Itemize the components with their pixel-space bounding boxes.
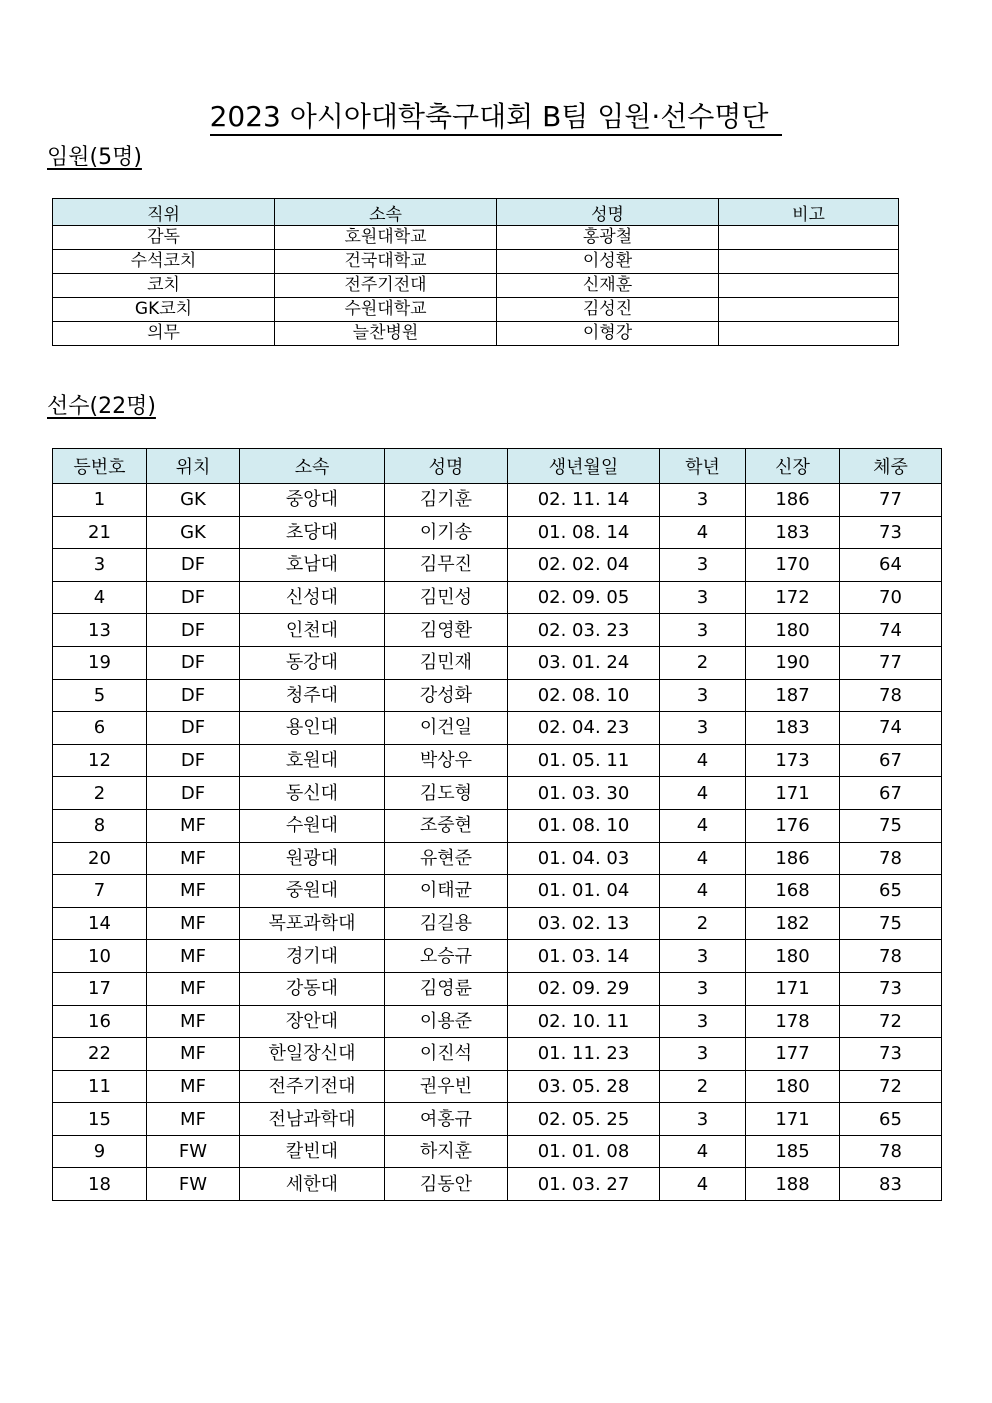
staff-row-cell: 의무 xyxy=(53,322,275,346)
player-row-cell: 01. 05. 11 xyxy=(508,744,660,777)
player-row-cell: 67 xyxy=(840,777,942,810)
player-column-header: 소속 xyxy=(240,449,385,484)
player-row-cell: 01. 01. 08 xyxy=(508,1135,660,1168)
player-row xyxy=(53,1168,942,1201)
player-row-cell: 65 xyxy=(840,875,942,908)
player-row-cell: 170 xyxy=(746,549,840,582)
player-row-cell: 7 xyxy=(53,875,147,908)
player-row-cell: 4 xyxy=(660,744,746,777)
player-row-cell: 185 xyxy=(746,1135,840,1168)
player-row-cell: 박상우 xyxy=(385,744,508,777)
player-row-cell: 목포과학대 xyxy=(240,907,385,940)
player-row-cell: 김길용 xyxy=(385,907,508,940)
player-row-cell: 3 xyxy=(660,679,746,712)
player-row-cell: 4 xyxy=(660,777,746,810)
staff-row-cell: 홍광철 xyxy=(497,226,719,250)
staff-row xyxy=(53,250,899,274)
player-row xyxy=(53,516,942,549)
player-row-cell: 김동안 xyxy=(385,1168,508,1201)
player-row xyxy=(53,875,942,908)
player-row-cell: DF xyxy=(147,712,240,745)
player-row-cell: 190 xyxy=(746,646,840,679)
player-row-cell: 64 xyxy=(840,549,942,582)
player-row-cell: DF xyxy=(147,777,240,810)
player-row xyxy=(53,549,942,582)
player-row-cell: 하지훈 xyxy=(385,1135,508,1168)
player-row xyxy=(53,907,942,940)
player-row-cell: 2 xyxy=(660,646,746,679)
staff-row-cell: 코치 xyxy=(53,274,275,298)
staff-row xyxy=(53,274,899,298)
player-row-cell: DF xyxy=(147,679,240,712)
player-row-cell: 4 xyxy=(660,842,746,875)
player-row-cell: 178 xyxy=(746,1005,840,1038)
staff-row-cell: 수석코치 xyxy=(53,250,275,274)
staff-row-cell: 건국대학교 xyxy=(275,250,497,274)
staff-row-cell: 수원대학교 xyxy=(275,298,497,322)
player-row-cell: 3 xyxy=(660,1005,746,1038)
player-row-cell: 인천대 xyxy=(240,614,385,647)
player-row-cell: MF xyxy=(147,907,240,940)
player-row-cell: 6 xyxy=(53,712,147,745)
player-row-cell: 186 xyxy=(746,842,840,875)
player-row-cell: 4 xyxy=(660,1168,746,1201)
player-row-cell: 3 xyxy=(53,549,147,582)
player-row-cell: 용인대 xyxy=(240,712,385,745)
player-row-cell: 01. 03. 30 xyxy=(508,777,660,810)
player-row-cell: 186 xyxy=(746,484,840,517)
player-row-cell: 15 xyxy=(53,1103,147,1136)
document-title-text: 2023 아시아대학축구대회 B팀 임원·선수명단 xyxy=(210,100,783,136)
player-row xyxy=(53,940,942,973)
player-row-cell: 183 xyxy=(746,516,840,549)
player-row-cell: 65 xyxy=(840,1103,942,1136)
staff-row-cell xyxy=(719,274,899,298)
player-row-cell: 16 xyxy=(53,1005,147,1038)
player-row-cell: 여홍규 xyxy=(385,1103,508,1136)
player-row-cell: 78 xyxy=(840,940,942,973)
player-row-cell: 2 xyxy=(660,1070,746,1103)
player-row-cell: 한일장신대 xyxy=(240,1038,385,1071)
player-row-cell: 2 xyxy=(660,907,746,940)
player-row-cell: 188 xyxy=(746,1168,840,1201)
player-row-cell: 168 xyxy=(746,875,840,908)
player-row-cell: 3 xyxy=(660,972,746,1005)
player-row-cell: 김무진 xyxy=(385,549,508,582)
staff-section-heading: 임원(5명) xyxy=(47,145,142,170)
player-row xyxy=(53,1070,942,1103)
player-row-cell: 김민성 xyxy=(385,581,508,614)
staff-row-cell: 김성진 xyxy=(497,298,719,322)
player-row-cell: 3 xyxy=(660,581,746,614)
player-row-cell: 권우빈 xyxy=(385,1070,508,1103)
player-row-cell: FW xyxy=(147,1135,240,1168)
player-row-cell: 강동대 xyxy=(240,972,385,1005)
player-row-cell: FW xyxy=(147,1168,240,1201)
player-row-cell: 180 xyxy=(746,614,840,647)
staff-row-cell: 늘찬병원 xyxy=(275,322,497,346)
player-row xyxy=(53,646,942,679)
player-column-header: 생년월일 xyxy=(508,449,660,484)
player-row-cell: MF xyxy=(147,1103,240,1136)
player-row xyxy=(53,1103,942,1136)
player-row-cell: 18 xyxy=(53,1168,147,1201)
player-row-cell: 171 xyxy=(746,972,840,1005)
player-row-cell: 9 xyxy=(53,1135,147,1168)
player-row-cell: 초당대 xyxy=(240,516,385,549)
player-row-cell: 183 xyxy=(746,712,840,745)
player-row-cell: 세한대 xyxy=(240,1168,385,1201)
player-row-cell: 3 xyxy=(660,614,746,647)
player-row-cell: 72 xyxy=(840,1005,942,1038)
staff-row xyxy=(53,298,899,322)
player-row-cell: 오승규 xyxy=(385,940,508,973)
player-row xyxy=(53,777,942,810)
staff-row-cell: 감독 xyxy=(53,226,275,250)
player-row-cell: MF xyxy=(147,875,240,908)
player-row-cell: 4 xyxy=(660,1135,746,1168)
player-row-cell: 17 xyxy=(53,972,147,1005)
player-row-cell: GK xyxy=(147,484,240,517)
player-row-cell: 01. 08. 10 xyxy=(508,809,660,842)
player-column-header: 신장 xyxy=(746,449,840,484)
player-column-header: 학년 xyxy=(660,449,746,484)
player-row-cell: 02. 09. 29 xyxy=(508,972,660,1005)
player-row-cell: 02. 11. 14 xyxy=(508,484,660,517)
player-row-cell: 20 xyxy=(53,842,147,875)
player-column-header: 체중 xyxy=(840,449,942,484)
staff-column-header: 소속 xyxy=(275,199,497,226)
player-row-cell: 4 xyxy=(660,516,746,549)
player-row-cell: 칼빈대 xyxy=(240,1135,385,1168)
player-row-cell: 10 xyxy=(53,940,147,973)
player-row-cell: 01. 11. 23 xyxy=(508,1038,660,1071)
player-row-cell: 83 xyxy=(840,1168,942,1201)
player-row-cell: 03. 01. 24 xyxy=(508,646,660,679)
player-row-cell: 4 xyxy=(660,809,746,842)
player-row xyxy=(53,972,942,1005)
player-row-cell: MF xyxy=(147,1005,240,1038)
player-row-cell: 11 xyxy=(53,1070,147,1103)
player-row-cell: 02. 09. 05 xyxy=(508,581,660,614)
player-row-cell: 1 xyxy=(53,484,147,517)
player-row-cell: 원광대 xyxy=(240,842,385,875)
player-row-cell: MF xyxy=(147,1038,240,1071)
player-row-cell: 01. 03. 14 xyxy=(508,940,660,973)
player-row-cell: 중앙대 xyxy=(240,484,385,517)
staff-column-header: 직위 xyxy=(53,199,275,226)
player-row-cell: 01. 01. 04 xyxy=(508,875,660,908)
staff-row xyxy=(53,226,899,250)
player-row-cell: 3 xyxy=(660,940,746,973)
player-row-cell: 02. 08. 10 xyxy=(508,679,660,712)
player-row-cell: 173 xyxy=(746,744,840,777)
player-row-cell: MF xyxy=(147,972,240,1005)
staff-row-cell: 이성환 xyxy=(497,250,719,274)
player-row-cell: 01. 08. 14 xyxy=(508,516,660,549)
player-row-cell: 73 xyxy=(840,1038,942,1071)
player-row-cell: 03. 05. 28 xyxy=(508,1070,660,1103)
player-table xyxy=(52,448,942,1201)
player-row-cell: DF xyxy=(147,549,240,582)
player-row-cell: 이건일 xyxy=(385,712,508,745)
player-table-body xyxy=(53,484,942,1201)
player-row-cell: 동신대 xyxy=(240,777,385,810)
player-row-cell: 동강대 xyxy=(240,646,385,679)
player-row-cell: 3 xyxy=(660,1038,746,1071)
player-row-cell: 02. 04. 23 xyxy=(508,712,660,745)
player-row-cell: 187 xyxy=(746,679,840,712)
player-table-header-row xyxy=(53,449,942,484)
player-row-cell: 3 xyxy=(660,1103,746,1136)
player-row-cell: 김민재 xyxy=(385,646,508,679)
staff-row xyxy=(53,322,899,346)
player-row-cell: MF xyxy=(147,940,240,973)
player-row-cell: 14 xyxy=(53,907,147,940)
player-row-cell: 김도형 xyxy=(385,777,508,810)
player-row-cell: 강성화 xyxy=(385,679,508,712)
staff-row-cell xyxy=(719,250,899,274)
player-row-cell: 70 xyxy=(840,581,942,614)
player-row-cell: GK xyxy=(147,516,240,549)
player-row-cell: 2 xyxy=(53,777,147,810)
player-row-cell: 김기훈 xyxy=(385,484,508,517)
staff-table xyxy=(52,198,899,346)
player-row-cell: MF xyxy=(147,1070,240,1103)
player-row-cell: 77 xyxy=(840,646,942,679)
player-row xyxy=(53,744,942,777)
player-row-cell: 19 xyxy=(53,646,147,679)
staff-row-cell: 이형강 xyxy=(497,322,719,346)
player-row-cell: 171 xyxy=(746,777,840,810)
staff-row-cell xyxy=(719,226,899,250)
player-row-cell: 신성대 xyxy=(240,581,385,614)
player-row-cell: MF xyxy=(147,809,240,842)
player-row-cell: 75 xyxy=(840,809,942,842)
player-row-cell: 호남대 xyxy=(240,549,385,582)
player-row-cell: 김영륜 xyxy=(385,972,508,1005)
player-column-header: 성명 xyxy=(385,449,508,484)
player-row xyxy=(53,1005,942,1038)
player-column-header: 위치 xyxy=(147,449,240,484)
staff-row-cell: 신재훈 xyxy=(497,274,719,298)
player-row-cell: 이용준 xyxy=(385,1005,508,1038)
player-row-cell: 180 xyxy=(746,940,840,973)
player-section-heading: 선수(22명) xyxy=(47,394,156,419)
player-row-cell: 12 xyxy=(53,744,147,777)
staff-row-cell: 호원대학교 xyxy=(275,226,497,250)
staff-row-cell xyxy=(719,298,899,322)
player-row-cell: 수원대 xyxy=(240,809,385,842)
player-row-cell: 전남과학대 xyxy=(240,1103,385,1136)
player-row xyxy=(53,1135,942,1168)
player-row-cell: 02. 10. 11 xyxy=(508,1005,660,1038)
player-row-cell: 171 xyxy=(746,1103,840,1136)
staff-row-cell xyxy=(719,322,899,346)
player-row-cell: 02. 02. 04 xyxy=(508,549,660,582)
player-row-cell: DF xyxy=(147,614,240,647)
player-row xyxy=(53,712,942,745)
player-row-cell: 이기송 xyxy=(385,516,508,549)
player-row xyxy=(53,484,942,517)
player-row xyxy=(53,581,942,614)
player-row-cell: 177 xyxy=(746,1038,840,1071)
player-row-cell: 01. 04. 03 xyxy=(508,842,660,875)
player-row-cell: 78 xyxy=(840,842,942,875)
document-title xyxy=(0,97,992,137)
player-row-cell: 73 xyxy=(840,516,942,549)
player-row-cell: DF xyxy=(147,646,240,679)
player-row-cell: 74 xyxy=(840,614,942,647)
player-row-cell: 조중현 xyxy=(385,809,508,842)
player-row-cell: 78 xyxy=(840,679,942,712)
player-row xyxy=(53,842,942,875)
staff-row-cell: 전주기전대 xyxy=(275,274,497,298)
player-row-cell: 3 xyxy=(660,549,746,582)
player-row-cell: 김영환 xyxy=(385,614,508,647)
player-row-cell: 3 xyxy=(660,484,746,517)
player-row-cell: 경기대 xyxy=(240,940,385,973)
player-row-cell: 176 xyxy=(746,809,840,842)
player-row-cell: 02. 03. 23 xyxy=(508,614,660,647)
player-row-cell: 21 xyxy=(53,516,147,549)
player-row-cell: 3 xyxy=(660,712,746,745)
player-row-cell: DF xyxy=(147,744,240,777)
player-row-cell: 유현준 xyxy=(385,842,508,875)
player-row-cell: 중원대 xyxy=(240,875,385,908)
player-row-cell: 이진석 xyxy=(385,1038,508,1071)
player-row-cell: 5 xyxy=(53,679,147,712)
player-row-cell: 172 xyxy=(746,581,840,614)
player-row-cell: 전주기전대 xyxy=(240,1070,385,1103)
player-row-cell: 이태균 xyxy=(385,875,508,908)
player-row-cell: 4 xyxy=(660,875,746,908)
player-row-cell: 8 xyxy=(53,809,147,842)
staff-column-header: 비고 xyxy=(719,199,899,226)
player-row-cell: 22 xyxy=(53,1038,147,1071)
player-row-cell: DF xyxy=(147,581,240,614)
player-row-cell: 호원대 xyxy=(240,744,385,777)
player-row-cell: 74 xyxy=(840,712,942,745)
player-row xyxy=(53,809,942,842)
staff-row-cell: GK코치 xyxy=(53,298,275,322)
player-row-cell: 67 xyxy=(840,744,942,777)
player-row-cell: 03. 02. 13 xyxy=(508,907,660,940)
staff-table-header-row xyxy=(53,199,899,226)
player-row-cell: 78 xyxy=(840,1135,942,1168)
player-row-cell: 72 xyxy=(840,1070,942,1103)
staff-column-header: 성명 xyxy=(497,199,719,226)
player-row-cell: 182 xyxy=(746,907,840,940)
player-row-cell: MF xyxy=(147,842,240,875)
player-row xyxy=(53,679,942,712)
player-column-header: 등번호 xyxy=(53,449,147,484)
player-row-cell: 청주대 xyxy=(240,679,385,712)
staff-table-body xyxy=(53,226,899,346)
player-row-cell: 01. 03. 27 xyxy=(508,1168,660,1201)
player-row-cell: 75 xyxy=(840,907,942,940)
player-row-cell: 73 xyxy=(840,972,942,1005)
player-row-cell: 180 xyxy=(746,1070,840,1103)
player-row-cell: 4 xyxy=(53,581,147,614)
player-row xyxy=(53,1038,942,1071)
player-row-cell: 02. 05. 25 xyxy=(508,1103,660,1136)
player-row-cell: 장안대 xyxy=(240,1005,385,1038)
player-row-cell: 77 xyxy=(840,484,942,517)
player-row xyxy=(53,614,942,647)
player-row-cell: 13 xyxy=(53,614,147,647)
